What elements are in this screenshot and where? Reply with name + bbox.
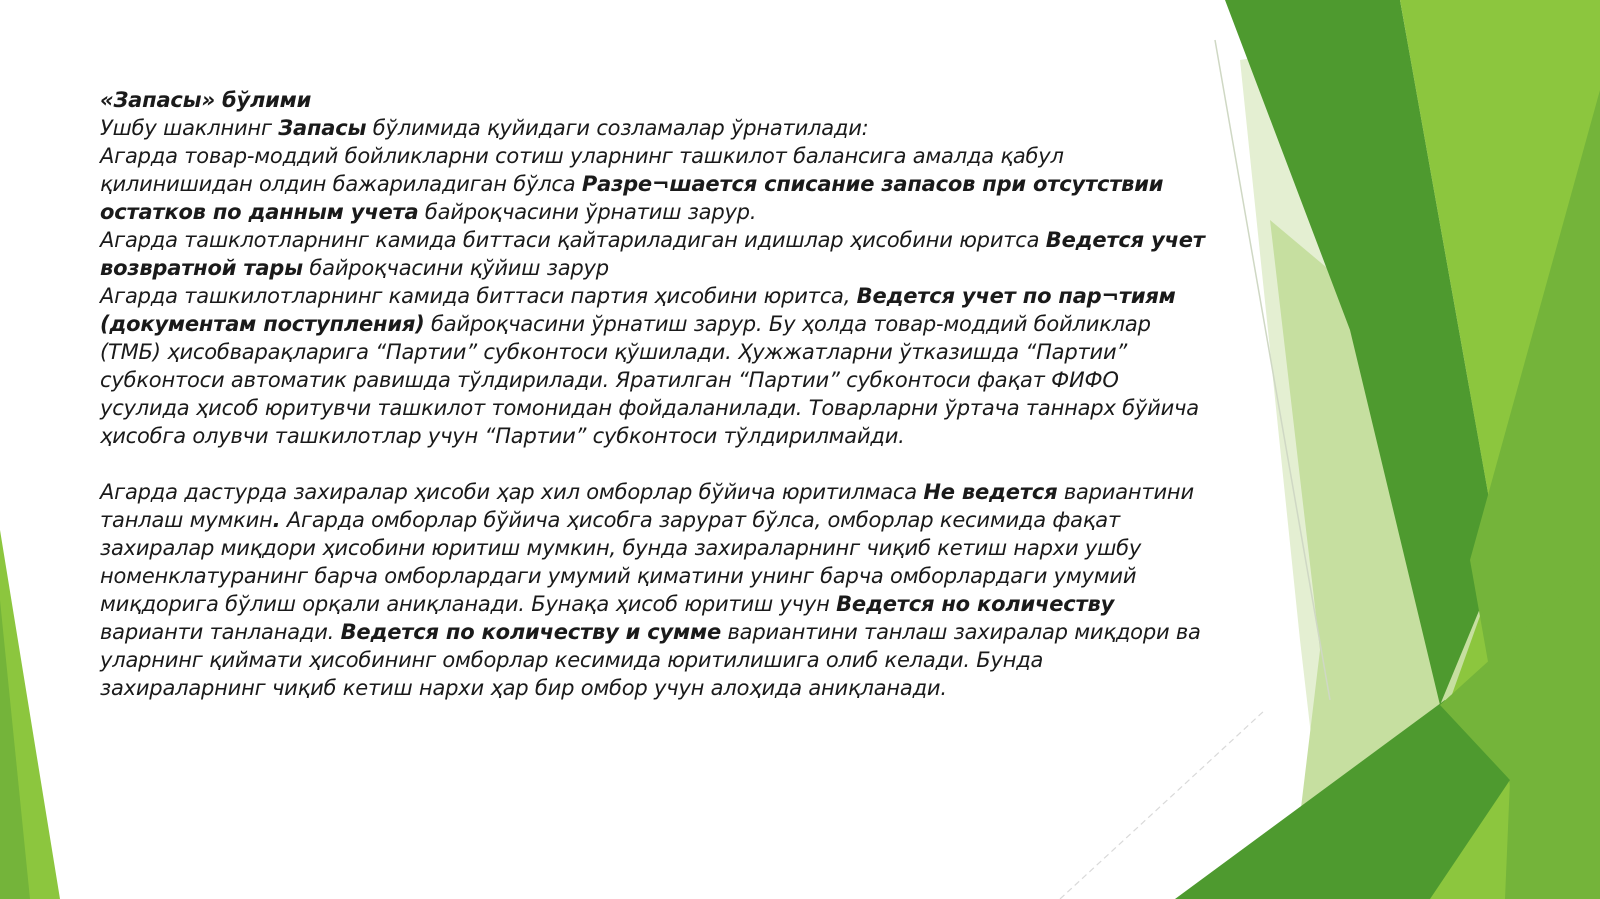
p4-text: Агарда ташкилотларнинг камида биттаси партия ҳисобини юритса, <box>100 284 857 308</box>
paragraph-5 <box>100 478 1210 702</box>
section-title <box>100 86 1210 114</box>
text-body <box>100 86 1210 702</box>
p2-text-end: байроқчасини ўрнатиш зарур. <box>418 200 757 224</box>
p5-text-4: варианти танланади. <box>100 620 341 644</box>
p4-bold: Ведется учет по пар¬тиям (документам поступления) <box>100 284 1176 336</box>
section-title-text: «Запасы» бўлими <box>100 88 312 112</box>
p4-text-end: байроқчасини ўрнатиш зарур. Бу ҳолда товар-моддий бойликлар (ТМБ) ҳисобварақларига “Партии” субконтоси қўшилади. Ҳужжатларни ўтказишда “Партии” субконтоси автоматик равишда тўлдирилади. Яратилган “Партии” субконтоси фақат ФИФО усулида ҳисоб юритувчи ташкилот томонидан фойдаланилади. Товарларни ўртача таннарх бўйича ҳисобга олувчи ташкилотлар учун “Партии” субконтоси тўлдирилмайди. <box>100 312 1199 448</box>
paragraph-2 <box>100 142 1210 226</box>
p5-bold-dot: . <box>272 508 281 532</box>
p3-text: Агарда ташклотларнинг камида биттаси қайтариладиган идишлар ҳисобини юритса <box>100 228 1046 252</box>
p5-bold-3: Ведется по количеству и сумме <box>340 620 722 644</box>
p3-text-end: байроқчасини қўйиш зарур <box>302 256 609 280</box>
p5-bold-1: Не ведется <box>923 480 1058 504</box>
paragraph-1 <box>100 114 1210 142</box>
p1-text: Ушбу шаклнинг <box>100 116 279 140</box>
paragraph-gap <box>100 450 1210 478</box>
p2-text: Агарда товар-моддий бойликларни сотиш уларнинг ташкилот балансига амалда қабул қилинишидан олдин бажариладиган бўлса <box>100 144 1064 196</box>
p3-bold: Ведется учет возвратной тары <box>100 228 1205 280</box>
p1-text-end: бўлимида қуйидаги созламалар ўрнатилади: <box>366 116 869 140</box>
p5-text-end: вариантини танлаш захиралар миқдори ва уларнинг қиймати ҳисобининг омборлар кесимида юритилишига олиб келади. Бунда захираларнинг чиқиб кетиш нархи ҳар бир омбор учун алоҳида аниқланади. <box>100 620 1201 700</box>
paragraph-4 <box>100 282 1210 450</box>
p5-text: Агарда дастурда захиралар ҳисоби ҳар хил омборлар бўйича юритилмаса <box>100 480 924 504</box>
p2-bold: Разре¬шается списание запасов при отсутствии остатков по данным учета <box>100 172 1164 224</box>
p5-text-3: Агарда омборлар бўйича ҳисобга зарурат бўлса, омборлар кесимида фақат захиралар миқдори ҳисобини юритиш мумкин, бунда захираларнинг чиқиб кетиш нархи ушбу номенклатуранинг барча омборлардаги умумий қиматини унинг барча омборлардаги умумий миқдорига бўлиш орқали аниқланади. Бунақа ҳисоб юритиш учун <box>100 508 1142 616</box>
p5-bold-2: Ведется но количеству <box>836 592 1115 616</box>
p5-text-2: вариантини танлаш мумкин <box>100 480 1194 532</box>
paragraph-3 <box>100 226 1210 282</box>
p1-bold: Запасы <box>278 116 367 140</box>
